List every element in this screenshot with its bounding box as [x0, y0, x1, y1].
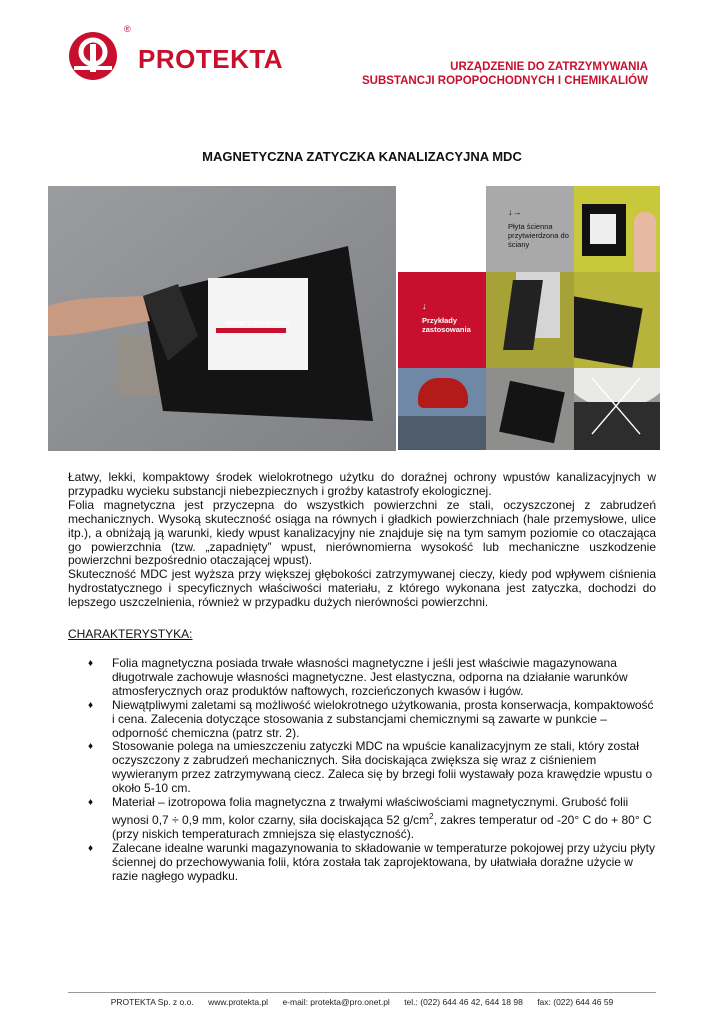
- header-line-2: SUBSTANCJI ROPOPOCHODNYCH I CHEMIKALIÓW: [361, 75, 648, 87]
- description-paragraph-2: Folia magnetyczna jest przyczepna do wszystkich powierzchni ze stali, oczyszczonej z zabrudzeń mechanicznych. Wysoką skuteczność osiąga na równych i gładkich powierzchniach (hale przemysłowe, ulice itp.), a obniżają ją warunki, kiedy wpust kanalizacyjny nie znajduje się na tym samym poziomie co otaczająca go powierzchnia (tzw. „zapadnięty” wpust, nierównomierna wysokość lub mechaniczne uszkodzenie powierzchni bezpośrednio otaczającej wpust).: [68, 497, 656, 568]
- header-subtitle: [362, 60, 648, 88]
- list-item-text: Stosowanie polega na umieszczeniu zatyczki MDC na wpuście kanalizacyjnym ze stali, który został oczyszczony z zabrudzeń mechanicznych. Siła dociskająca zwiększa się wraz z ciśnieniem wywieranym przez zatrzymywaną ciecz. Zaleca się by brzegi folii wystawały poza krawędzie wpustu o około 5-10 cm.: [112, 739, 653, 796]
- registered-mark: ®: [124, 24, 131, 34]
- footer: [0, 997, 724, 1007]
- list-item-text: Folia magnetyczna posiada trwałe własności magnetyczne i jeśli jest właściwie magazynowana długotrwale zachowuje własności magnetyczne. Jest elastyczna, odporna na działanie warunków atmosferycznych oraz produktów naftowych, rozcieńczonych kwasów i ługów.: [112, 656, 628, 698]
- description-paragraph-3: Skuteczność MDC jest wyższa przy większej głębokości zatrzymywanej cieczy, kiedy pod wpływem ciśnienia hydrostatycznego i specyficznych właściwości materiału, z którego wykonana jest zatyczka, dochodzi do lepszego uszczelnienia, również w przypadku dużych nierówności powierzchni.: [68, 567, 656, 610]
- list-item-text: Materiał – izotropowa folia magnetyczna z trwałymi właściwościami magnetycznymi. Grubość folii wynosi 0,7 ÷ 0,9 mm, kolor czarny, siła dociskająca 52 g/cm: [112, 795, 629, 827]
- superscript: 2: [429, 811, 434, 821]
- list-item-text: Niewątpliwymi zaletami są możliwość wielokrotnego użytkowania, prosta konserwacja, kompaktowość i cena. Zalecenia dotyczące stosowania z substancjami chemicznymi są zawarte w punkcie – odporność chemiczna (patrz str. 2).: [112, 697, 654, 740]
- brand-name: PROTEKTA: [138, 44, 284, 74]
- bullet-diamond-icon: ♦: [88, 842, 94, 854]
- examples-arrow-icon: ↓: [422, 301, 427, 311]
- drain-cover-illustration: [48, 186, 396, 451]
- folded-cover-photo: [574, 272, 660, 368]
- bullet-diamond-icon: ♦: [88, 741, 94, 753]
- bullet-diamond-icon: ♦: [88, 797, 94, 809]
- wall-plate-label: Płyta ścienna przytwierdzona do ściany: [508, 222, 569, 249]
- list-item-text-continued: , zakres temperatur od -20° C do + 80° C (przy niskich temperaturach zmniejsza się elastyczność).: [112, 812, 652, 841]
- list-item: [88, 657, 658, 699]
- footer-email[interactable]: e-mail: protekta@pro.onet.pl: [282, 997, 390, 1007]
- description: [68, 471, 656, 610]
- wall-plate-photo: [574, 186, 660, 272]
- footer-divider: [68, 992, 656, 993]
- main-photo-drain-cover: [48, 186, 396, 451]
- footer-fax: fax: (022) 644 46 59: [537, 997, 614, 1007]
- list-item: [88, 740, 658, 796]
- characteristics-list: [88, 657, 658, 884]
- header-line-1: URZĄDZENIE DO ZATRZYMYWANIA: [450, 61, 648, 73]
- list-item: [88, 842, 658, 884]
- page-title: MAGNETYCZNA ZATYCZKA KANALIZACYJNA MDC: [202, 149, 522, 164]
- list-item: [88, 796, 658, 842]
- drain-grate-photo: [486, 368, 574, 450]
- main-photo-label: MAGNETIC DRAIN COVER: [226, 321, 290, 327]
- grid-blank-1: [398, 186, 486, 272]
- wall-arrows-icon: ↓→: [508, 207, 522, 217]
- cross-mark-icon: [574, 368, 660, 450]
- list-item: [88, 699, 658, 741]
- examples-info-tile: [398, 272, 486, 368]
- bullet-diamond-icon: ♦: [88, 658, 94, 669]
- list-item-text: Zalecane idealne warunki magazynowania to składowanie w temperaturze pokojowej przy użyciu płyty ściennej do przechowywania folii, która została tak zaprojektowana, by ułatwiała doraźne użycie w razie nagłego wypadku.: [112, 840, 655, 883]
- bullet-diamond-icon: ♦: [88, 699, 94, 711]
- round-drain-photo: [574, 368, 660, 450]
- footer-website[interactable]: www.protekta.pl: [208, 997, 269, 1007]
- characteristics-heading: CHARAKTERYSTYKA:: [68, 627, 193, 641]
- wall-plate-info-tile: [486, 186, 574, 272]
- examples-label: Przykłady zastosowania: [422, 316, 471, 334]
- description-paragraph-1: Łatwy, lekki, kompaktowy środek wielokrotnego użytku do doraźnej ochrony wpustów kanalizacyjnych w przypadku wycieku substancji niebezpiecznych i groźby katastrofy ekologicznej.: [68, 470, 656, 498]
- footer-company: PROTEKTA Sp. z o.o.: [110, 997, 194, 1007]
- spill-photo: [398, 368, 486, 450]
- footer-phone: tel.: (022) 644 46 42, 644 18 98: [404, 997, 523, 1007]
- wall-plate-detail-photo: [486, 272, 574, 368]
